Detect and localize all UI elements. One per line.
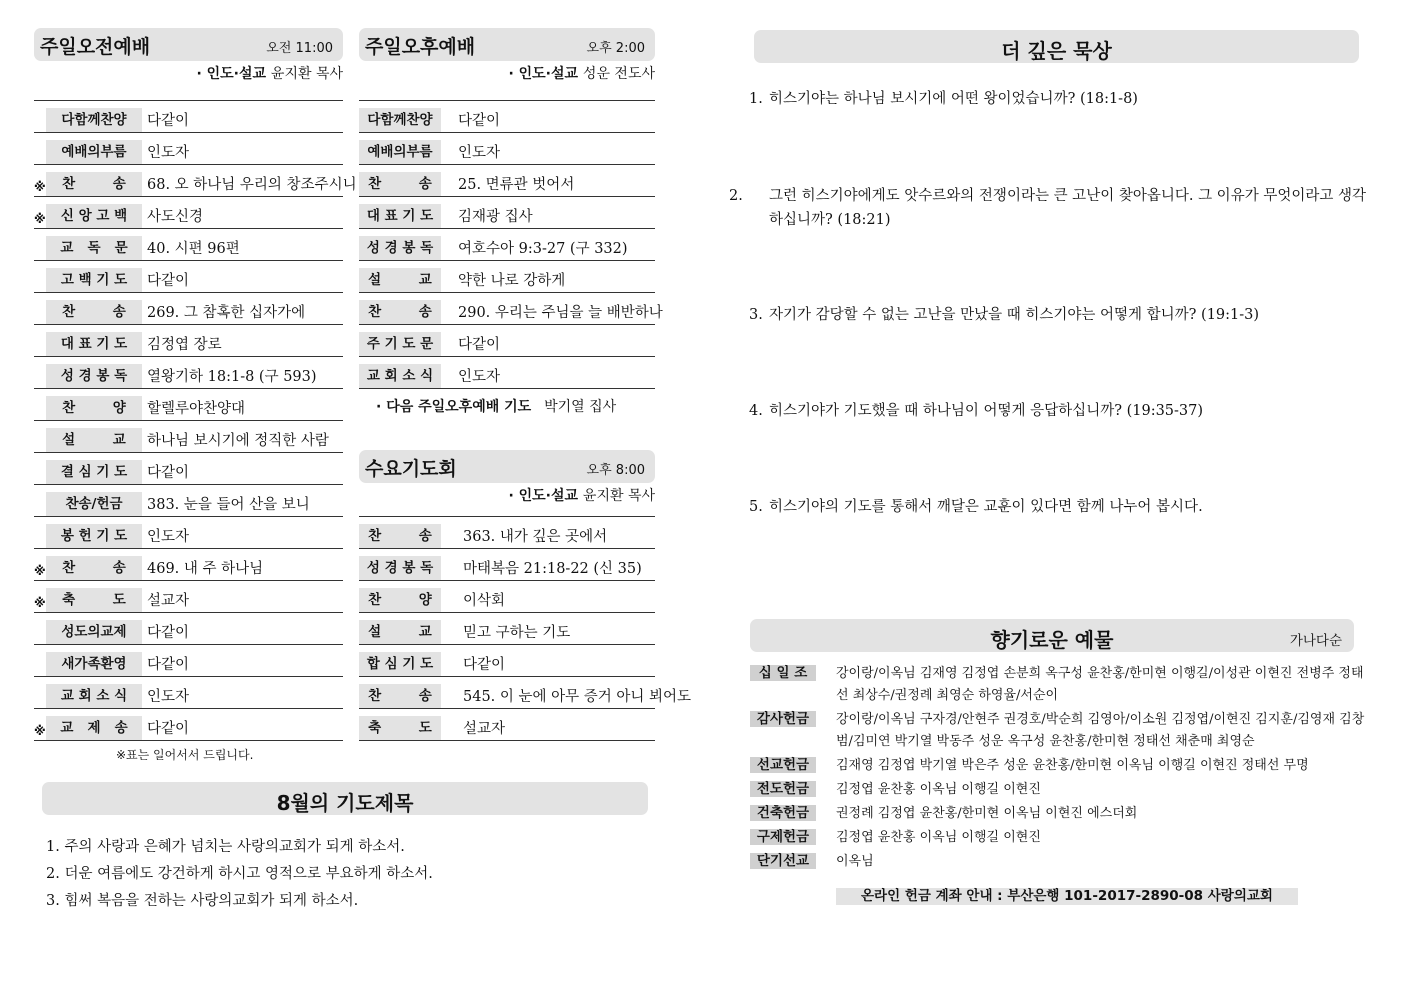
standing-mark: ※ [34,180,46,194]
question-text: 히스기야가 기도했을 때 하나님이 어떻게 응답하십니까? (19:35-37) [769,403,1204,419]
order-label: 예배의부름 [46,140,142,164]
order-value: 68. 오 하나님 우리의 창조주시니 [147,177,357,193]
order-value: 383. 눈을 들어 산을 보니 [147,497,310,513]
offering-category: 단기선교 [750,853,816,869]
order-row [359,197,655,229]
order-value: 이삭회 [463,593,506,609]
offering-category: 구제헌금 [750,829,816,845]
afternoon-order-list [359,100,663,389]
wednesday-service-header [359,450,655,483]
meditation-question-2 [729,184,1369,232]
order-row [34,133,343,165]
online-account-info: 온라인 헌금 계좌 안내 : 부산은행 101-2017-2890-08 사랑의교회 [836,888,1298,905]
afternoon-service-title: 주일오후예배 [365,36,476,58]
order-value: 약한 나로 강하게 [458,273,566,289]
order-value: 할렐루야찬양대 [147,401,246,417]
standing-mark: ※ [34,596,46,610]
order-value: 다같이 [147,721,190,737]
order-label: 찬 송 [46,556,142,580]
order-row [34,549,343,581]
next-afternoon-prayer [376,396,616,416]
next-afternoon-prayer-label: · 다음 주일오후예배 기도 [376,399,532,415]
order-row [34,421,343,453]
order-row [34,677,343,709]
order-value: 545. 이 눈에 아무 증거 아니 뵈어도 [463,689,692,705]
order-row [34,581,343,613]
standing-mark: ※ [34,564,46,578]
standing-mark: ※ [34,212,46,226]
offering-order-note: 가나다순 [1289,633,1342,649]
order-value: 다같이 [458,113,501,129]
offering-names: 김정엽 윤찬홍 이옥님 이행길 이현진 [836,830,1041,845]
order-value: 인도자 [458,369,501,385]
order-value: 인도자 [147,529,190,545]
order-row [359,709,655,741]
order-label: 설 교 [359,620,441,644]
morning-order-list [34,100,357,741]
offering-category: 선교헌금 [750,757,816,773]
question-text: 그런 히스기야에게도 앗수르와의 전쟁이라는 큰 고난이 찾아옵니다. 그 이유가 무엇이라고 생각하십니까? (18:21) [769,188,1366,228]
order-row [34,709,343,741]
prayer-topic-item: 2. 더운 여름에도 강건하게 하시고 영적으로 부요하게 하소서. [46,866,433,882]
morning-service-title: 주일오전예배 [40,36,151,58]
order-value: 다같이 [147,657,190,673]
order-value: 믿고 구하는 기도 [463,625,571,641]
offering-category: 건축헌금 [750,805,816,821]
order-label: 대 표 기 도 [46,332,142,356]
order-label: 축 도 [46,588,142,612]
question-text: 히스기야의 기도를 통해서 깨달은 교훈이 있다면 함께 나누어 봅시다. [769,499,1203,515]
order-value: 열왕기하 18:1-8 (구 593) [147,369,317,385]
question-number: 1. [749,91,763,107]
order-value: 김재광 집사 [458,209,533,225]
order-row [359,133,655,165]
prayer-topic-item: 3. 힘써 복음을 전하는 사랑의교회가 되게 하소서. [46,893,359,909]
order-label: 결 심 기 도 [46,460,142,484]
order-row [34,389,343,421]
order-label: 예배의부름 [359,140,441,164]
order-label: 성 경 봉 독 [359,236,441,260]
order-row [34,645,343,677]
order-row [34,197,343,229]
order-row [359,293,663,325]
afternoon-service-time: 오후 2:00 [586,41,645,56]
offering-names: 이옥님 [836,854,874,869]
offering-names: 권정례 김정엽 윤찬홍/한미현 이옥님 이현진 에스더회 [836,806,1138,821]
order-label: 설 교 [359,268,441,292]
order-value: 다같이 [147,465,190,481]
order-label: 교 회 소 식 [359,364,441,388]
question-number: 2. [729,188,743,204]
order-row [34,357,343,389]
prayer-topic-item: 1. 주의 사랑과 은혜가 넘치는 사랑의교회가 되게 하소서. [46,839,405,855]
order-row [359,581,655,613]
question-number: 5. [749,499,763,515]
next-afternoon-prayer-name: 박기열 집사 [544,399,617,415]
meditation-question-5 [749,495,1369,519]
offering-names: 강이랑/이옥님 김재영 김정엽 손분희 옥구성 윤찬홍/한미현 이행길/이성관 이현진 전병주 정태선 최상수/권정례 최영순 하영율/서순이 [836,666,1364,703]
order-label: 새가족환영 [46,652,142,676]
meditation-title: 더 깊은 묵상 [1001,39,1112,63]
order-label: 고 백 기 도 [46,268,142,292]
order-row [359,229,655,261]
morning-leader [34,63,343,83]
order-row [34,517,343,549]
order-row [359,549,655,581]
order-value: 다같이 [147,273,190,289]
order-row [34,325,343,357]
order-value: 사도신경 [147,209,204,225]
order-value: 마태복음 21:18-22 (신 35) [463,561,642,577]
order-label: 찬 송 [46,300,142,324]
morning-leader-name: 윤지환 목사 [270,66,343,82]
order-row [34,229,343,261]
offering-names: 김재영 김정엽 박기열 박은주 성운 윤찬홍/한미현 이옥님 이행길 이현진 정태선 무명 [836,758,1309,773]
question-text: 히스기야는 하나님 보시기에 어떤 왕이었습니까? (18:1-8) [769,91,1138,107]
order-value: 여호수아 9:3-27 (구 332) [458,241,628,257]
offering-header [750,619,1354,652]
order-label: 성도의교제 [46,620,142,644]
question-number: 3. [749,307,763,323]
order-row [34,613,343,645]
wednesday-leader-name: 윤지환 목사 [582,488,655,504]
order-label: 대 표 기 도 [359,204,441,228]
order-row [359,165,655,197]
order-value: 하나님 보시기에 정직한 사람 [147,433,329,449]
afternoon-leader-name: 성운 전도사 [582,66,655,82]
order-label: 주 기 도 문 [359,332,441,356]
order-row [359,517,655,549]
question-text: 자기가 감당할 수 없는 고난을 만났을 때 히스기야는 어떻게 합니까? (19:1-3) [769,307,1260,323]
order-value: 469. 내 주 하나님 [147,561,264,577]
order-value: 다같이 [463,657,506,673]
order-label: 찬 송 [359,684,441,708]
order-row [34,293,343,325]
order-row [34,101,343,133]
question-number: 4. [749,403,763,419]
order-label: 신 앙 고 백 [46,204,142,228]
order-row [359,325,655,357]
order-value: 설교자 [147,593,190,609]
order-row [34,485,343,517]
order-value: 290. 우리는 주님을 늘 배반하나 [458,305,663,321]
order-value: 25. 면류관 벗어서 [458,177,575,193]
offering-names: 김정엽 윤찬홍 이옥님 이행길 이현진 [836,782,1041,797]
meditation-question-4 [749,399,1369,423]
morning-service-time: 오전 11:00 [266,41,333,56]
order-value: 269. 그 참혹한 십자가에 [147,305,306,321]
order-label: 다함께찬양 [46,108,142,132]
order-label: 찬 송 [359,172,441,196]
order-label: 설 교 [46,428,142,452]
offering-category: 감사헌금 [750,711,816,727]
prayer-topics-list [46,835,646,916]
afternoon-leader-label: · 인도·설교 [508,66,579,82]
order-label: 축 도 [359,716,441,740]
order-row [359,645,655,677]
standing-note: ※표는 일어서서 드립니다. [116,748,254,762]
standing-mark: ※ [34,724,46,738]
order-value: 다같이 [147,625,190,641]
morning-leader-label: · 인도·설교 [196,66,267,82]
order-row [359,613,655,645]
order-row [359,261,655,293]
order-label: 교 독 문 [46,236,142,260]
meditation-question-3 [749,303,1369,327]
order-value: 인도자 [147,145,190,161]
order-label: 성 경 봉 독 [359,556,441,580]
wednesday-order-list [359,516,692,741]
wednesday-leader-label: · 인도·설교 [508,488,579,504]
order-label: 찬 송 [359,300,441,324]
order-value: 설교자 [463,721,506,737]
order-value: 김정엽 장로 [147,337,222,353]
order-value: 363. 내가 깊은 곳에서 [463,529,608,545]
order-value: 40. 시편 96편 [147,241,240,257]
order-row [34,165,357,197]
order-value: 다같이 [147,113,190,129]
prayer-topics-header [42,782,648,815]
prayer-topics-title: 8월의 기도제목 [276,791,414,815]
order-value: 인도자 [458,145,501,161]
order-row [34,453,343,485]
order-row [359,677,692,709]
order-label: 봉 헌 기 도 [46,524,142,548]
order-label: 찬 송 [359,524,441,548]
wednesday-leader [359,485,655,505]
order-label: 찬 양 [359,588,441,612]
order-label: 성 경 봉 독 [46,364,142,388]
order-label: 찬 송 [46,172,142,196]
order-label: 교 제 송 [46,716,142,740]
meditation-header [754,30,1359,63]
order-value: 인도자 [147,689,190,705]
offering-category: 십 일 조 [750,665,816,681]
order-row [34,261,343,293]
order-label: 찬송/헌금 [46,492,142,516]
order-row [359,101,655,133]
wednesday-service-time: 오후 8:00 [586,463,645,478]
offering-names: 강이랑/이옥님 구자경/안현주 권경호/박순희 김영아/이소원 김정엽/이현진 김지훈/김영재 김창범/김미연 박기열 박동주 성운 옥구성 윤찬홍/한미현 정태선 채춘매 최영순 [836,712,1365,749]
order-row [359,357,655,389]
morning-service-header [34,28,343,61]
order-label: 찬 양 [46,396,142,420]
order-label: 합 심 기 도 [359,652,441,676]
wednesday-service-title: 수요기도회 [365,458,457,480]
meditation-question-1 [749,87,1369,111]
order-value: 다같이 [458,337,501,353]
afternoon-service-header [359,28,655,61]
offering-title: 향기로운 예물 [990,628,1114,652]
afternoon-leader [359,63,655,83]
offering-category: 전도헌금 [750,781,816,797]
order-label: 교 회 소 식 [46,684,142,708]
order-label: 다함께찬양 [359,108,441,132]
